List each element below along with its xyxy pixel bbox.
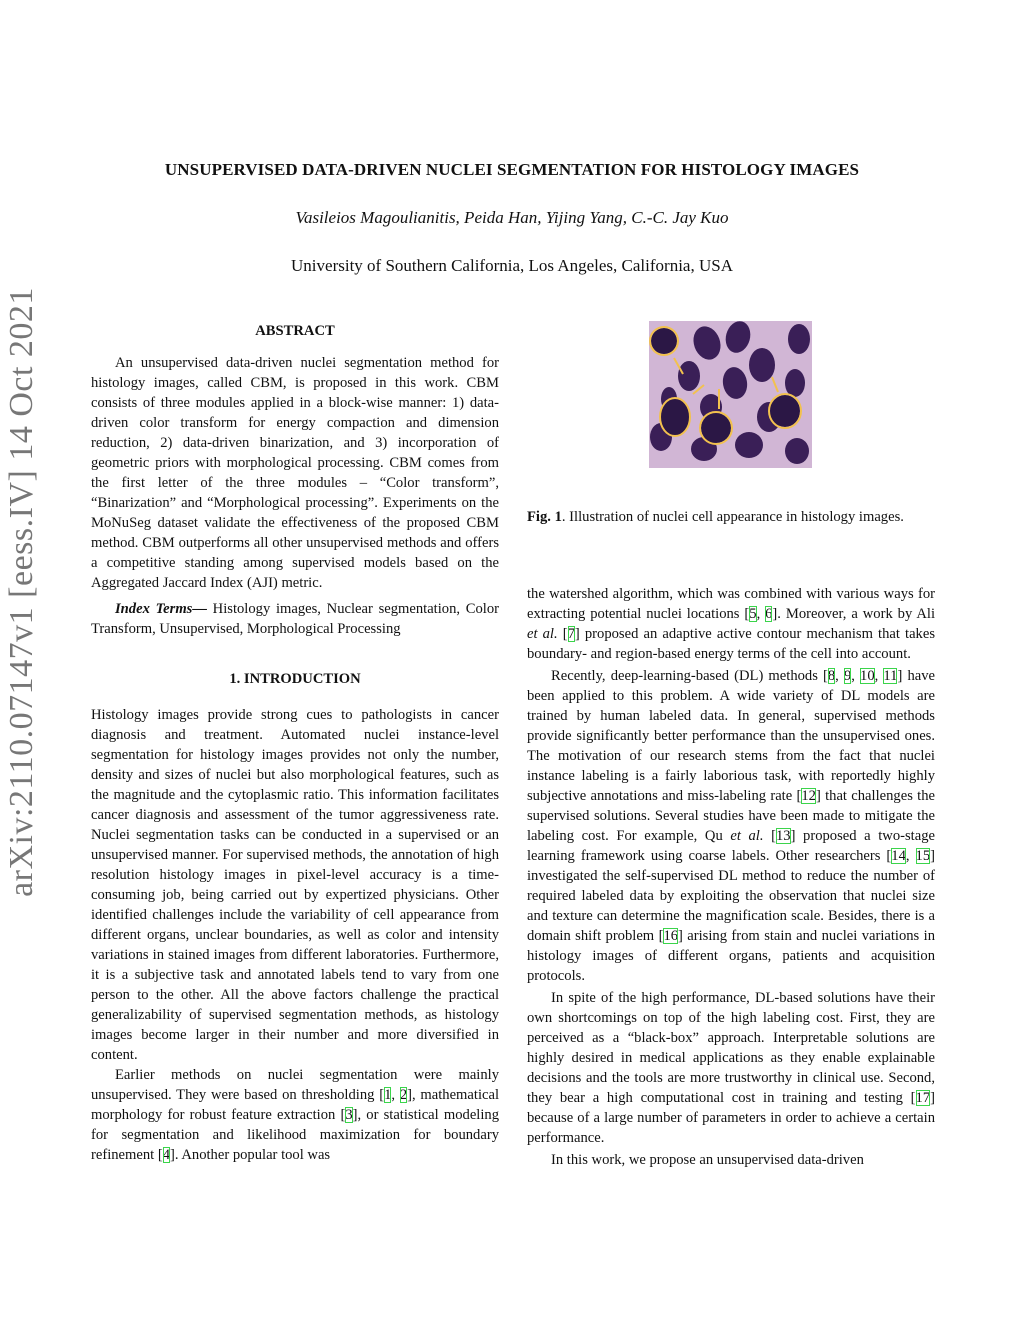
arxiv-stamp-text: arXiv:2110.07147v1 [eess.IV] 14 Oct 2021	[3, 287, 40, 897]
left-column	[91, 321, 499, 1165]
citation-link[interactable]: 17	[915, 1090, 931, 1106]
right-paragraph-1: the watershed algorithm, which was combined with various ways for extracting potential nuclei locations [5, 6]. Moreover, a work by Ali et al. [7] proposed an adaptive active contour mechanism that takes boundary- and region-based energy terms of the cell into account.	[527, 586, 936, 662]
citation-link[interactable]: 4	[162, 1147, 171, 1163]
citation-link[interactable]: 8	[827, 668, 836, 684]
citation-link[interactable]: 16	[663, 928, 679, 944]
citation-link[interactable]: 2	[399, 1087, 408, 1103]
citation-link[interactable]: 11	[883, 668, 898, 684]
right-paragraph-3: In spite of the high performance, DL-based solutions have their own shortcomings on top of the high labeling cost. First, they are perceived as a “black-box” approach. Interpretable solutions are highly desired in medical applications as they enable explainable decisions and the tools are more trustworthy in clinical use. Second, they bear a high computational cost in training and testing [17] because of a large number of parameters in order to achieve a certain performance.	[527, 990, 935, 1146]
paper-title: UNSUPERVISED DATA-DRIVEN NUCLEI SEGMENTATION FOR HISTOLOGY IMAGES	[164, 160, 860, 179]
citation-link[interactable]: 7	[567, 626, 575, 642]
intro-heading: 1. INTRODUCTION	[229, 671, 361, 687]
right-paragraph-4: In this work, we propose an unsupervised data-driven	[551, 1152, 864, 1168]
index-terms	[91, 599, 499, 639]
figure-1-caption: Fig. 1. Illustration of nuclei cell appearance in histology images.	[527, 509, 904, 525]
citation-link[interactable]: 1	[384, 1087, 392, 1103]
citation-link[interactable]: 15	[915, 848, 931, 864]
right-paragraph-2: Recently, deep-learning-based (DL) methods [8, 9, 10, 11] have been applied to this problem. A wide variety of DL models are trained by human labeled data. In general, supervised methods provide significantly better performance than the unsupervised ones. The motivation of our research stems from the fact that nuclei instance labeling is a fairly laborious task, with reportedly highly subjective annotations and miss-labeling rate [12] that challenges the supervised solutions. Several studies have been made to mitigate the labeling cost. For example, Qu et al. [13] proposed a two-stage learning framework using coarse labels. Other researchers [14, 15] investigated the self-supervised DL method to reduce the number of required labeled data by exploiting the observation that nuclei size and texture can determine the magnification scale. Besides, there is a domain shift problem [16] arising from stain and nuclei variations in histology images of different organs, patients and acquisition protocols.	[527, 668, 936, 984]
citation-link[interactable]: 12	[801, 788, 816, 804]
citation-link[interactable]: 6	[765, 606, 773, 622]
index-terms-label: Index Terms—	[115, 601, 207, 617]
citation-link[interactable]: 10	[860, 668, 875, 684]
figure-1-image	[649, 321, 812, 468]
citation-link[interactable]: 14	[891, 848, 906, 864]
citation-link[interactable]: 9	[843, 668, 852, 684]
affiliation: University of Southern California, Los Angeles, California, USA	[291, 256, 733, 275]
figure-label: Fig. 1	[527, 509, 562, 525]
intro-paragraph-1: Histology images provide strong cues to pathologists in cancer diagnosis and treatment. Automated nuclei instance-level segmentation for histology images provides not only the number, density and sizes of nuclei but also morphological features, such as the magnitude and the cytoplasmic ratio. This information facilitates cancer diagnosis and assessment of the tumor aggressiveness rate. Nuclei segmentation tasks can be conducted in a supervised or an unsupervised manner. For supervised methods, the annotation of high resolution histology images in pixel-level accuracy is a time-consuming job, being carried out by expertized physicians. Other identified challenges include the variability of cell appearance from different organs, unclear boundaries, as well as color and intensity variations in stained images from different laboratories. Furthermore, it is a subjective task and annotated labels tend to vary from one person to the other. All the above factors challenge the practical generalizability of supervised segmentation methods, as histology images become larger in their number and more diversified in content.	[91, 707, 499, 1063]
index-terms-text: Histology images, Nuclear segmentation, Color Transform, Unsupervised, Morphological Processing	[91, 601, 499, 637]
author-list: Vasileios Magoulianitis, Peida Han, Yijing Yang, C.-C. Jay Kuo	[295, 208, 729, 227]
right-column	[527, 584, 935, 1170]
citation-link[interactable]: 13	[775, 828, 791, 844]
intro-paragraph-2: Earlier methods on nuclei segmentation were mainly unsupervised. They were based on thresholding [1, 2], mathematical morphology for robust feature extraction [3], or statistical modeling for segmentation and likelihood maximization for boundary refinement [4]. Another popular tool was	[91, 1067, 500, 1163]
citation-link[interactable]: 3	[345, 1107, 353, 1123]
histology-image	[649, 321, 812, 468]
citation-link[interactable]: 5	[749, 606, 757, 622]
abstract-text: An unsupervised data-driven nuclei segmentation method for histology images, called CBM, is proposed in this work. CBM consists of three modules applied in a block-wise manner: 1) data-driven color transform for energy compaction and dimension reduction, 2) data-driven binarization, and 3) incorporation of geometric priors with morphological processing. CBM comes from the first letter of the three modules – “Color transform”, “Binarization” and “Morphological processing”. Experiments on the MoNuSeg dataset validate the effectiveness of the proposed CBM method. CBM outperforms all other unsupervised methods and offers a competitive standing among supervised models based on the Aggregated Jaccard Index (AJI) metric.	[91, 355, 499, 591]
abstract-heading: ABSTRACT	[255, 323, 335, 339]
